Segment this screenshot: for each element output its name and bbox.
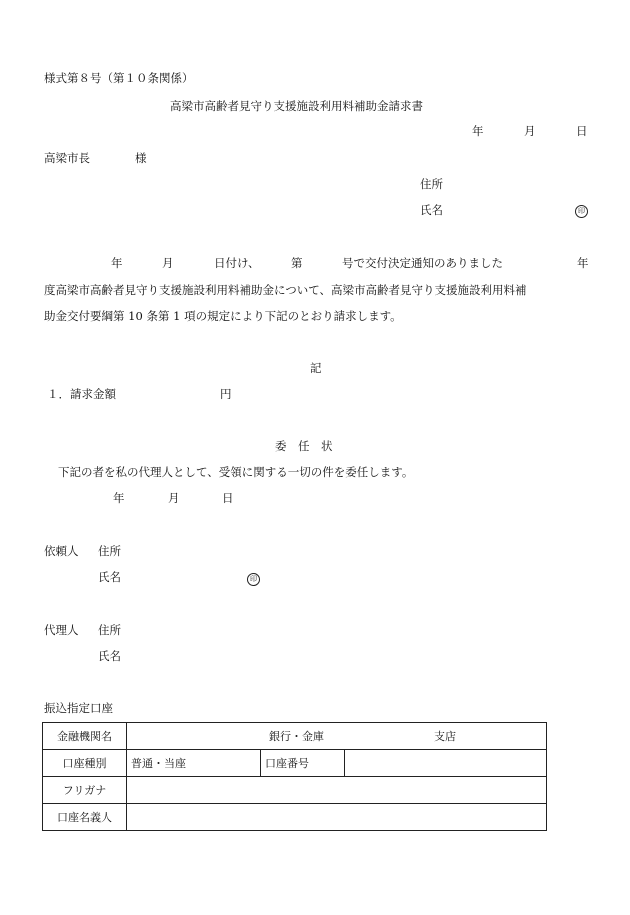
seal-mark-icon: 印 (575, 205, 588, 218)
claim-amount-label: １．請求金額 (47, 387, 116, 401)
bank-suffix: 銀行・金庫 (269, 730, 324, 743)
proxy-statement: 下記の者を私の代理人として、受領に関する一切の件を委任します。 (58, 465, 414, 479)
bank-account-table (42, 722, 547, 831)
table-row (43, 723, 547, 750)
proxy-date-day: 日 (222, 491, 234, 505)
claim-amount-unit: 円 (220, 387, 232, 401)
account-number-label: 口座番号 (261, 750, 345, 777)
agent-name-label: 氏名 (98, 649, 121, 663)
body-line-3: 助金交付要綱第 10 条第 1 項の規定により下記のとおり請求します。 (44, 309, 402, 323)
body-dai: 第 (291, 256, 303, 270)
seal-mark-icon: 印 (247, 573, 260, 586)
principal-name-label: 氏名 (98, 570, 121, 584)
proxy-date-month: 月 (168, 491, 180, 505)
table-row (43, 777, 547, 804)
table-row (43, 750, 547, 777)
date-day-label: 日 (576, 124, 588, 138)
institution-label: 金融機関名 (43, 723, 127, 750)
agent-address-label: 住所 (98, 623, 121, 637)
proxy-heading: 委 任 状 (275, 439, 333, 453)
furigana-field[interactable] (127, 777, 547, 804)
body-year: 年 (111, 256, 123, 270)
proxy-date-year: 年 (113, 491, 125, 505)
account-holder-label: 口座名義人 (43, 804, 127, 831)
applicant-name-label: 氏名 (420, 203, 443, 217)
addressee-honorific: 様 (135, 151, 147, 165)
bank-section-heading: 振込指定口座 (44, 701, 113, 715)
principal-address-label: 住所 (98, 544, 121, 558)
applicant-address-label: 住所 (420, 177, 443, 191)
addressee-name: 高梁市長 (44, 151, 90, 165)
body-line-2: 度高梁市高齢者見守り支援施設利用料補助金について、高梁市高齢者見守り支援施設利用料補 (44, 283, 527, 297)
branch-suffix: 支店 (434, 730, 456, 743)
furigana-label: フリガナ (43, 777, 127, 804)
table-row (43, 804, 547, 831)
account-holder-field[interactable] (127, 804, 547, 831)
account-type-field[interactable]: 普通・当座 (127, 750, 261, 777)
principal-role: 依頼人 (44, 544, 79, 558)
body-day-tail: 日付け、 (214, 256, 260, 270)
agent-role: 代理人 (44, 623, 79, 637)
body-year2: 年 (577, 256, 589, 270)
date-month-label: 月 (524, 124, 536, 138)
body-number-tail: 号で交付決定通知のありました (342, 256, 503, 270)
document-title: 高梁市高齢者見守り支援施設利用料補助金請求書 (170, 99, 423, 113)
account-type-label: 口座種別 (43, 750, 127, 777)
date-year-label: 年 (472, 124, 484, 138)
account-number-field[interactable] (345, 750, 547, 777)
body-month: 月 (162, 256, 174, 270)
ki-heading: 記 (310, 361, 322, 375)
form-number: 様式第８号（第１０条関係） (44, 71, 194, 85)
institution-field[interactable] (127, 723, 547, 750)
